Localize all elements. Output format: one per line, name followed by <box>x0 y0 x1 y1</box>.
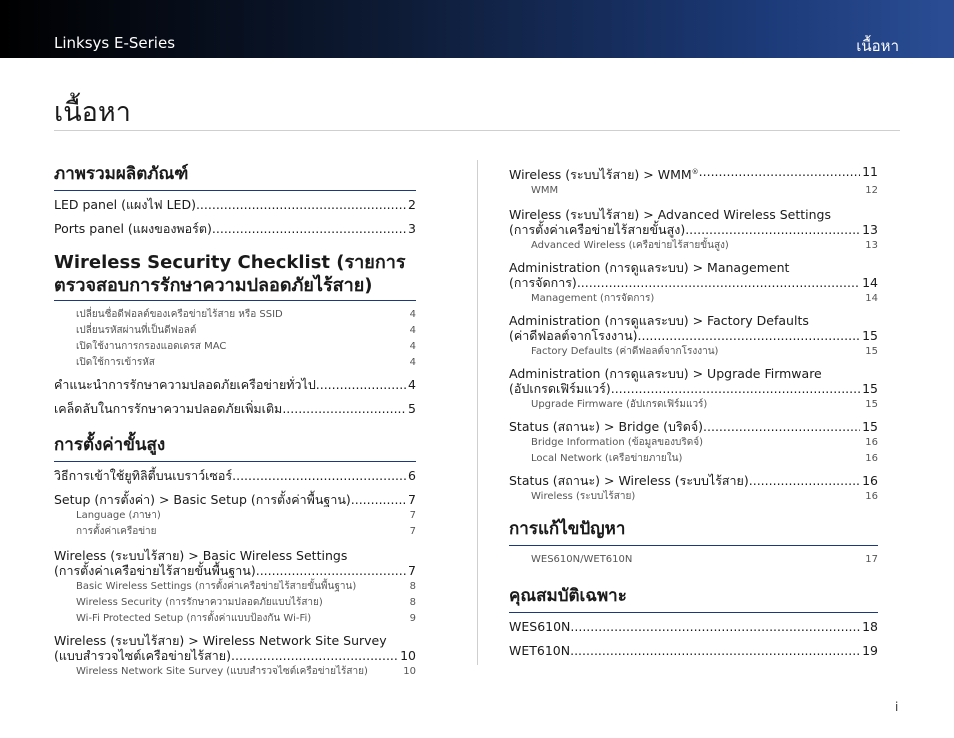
toc-entry-multiline[interactable] <box>54 548 416 579</box>
toc-subentry[interactable]: Language (ภาษา) 7 <box>76 510 416 521</box>
toc-subentry[interactable]: Factory Defaults (ค่าดีฟอลต์จากโรงงาน) 15 <box>531 346 878 358</box>
toc-subentry[interactable]: การตั้งค่าเครือข่าย 7 <box>76 526 416 537</box>
toc-subentry[interactable]: Management (การจัดการ) 14 <box>531 293 878 305</box>
toc-entry[interactable]: Status (สถานะ) > Wireless (ระบบไร้สาย) ..... 16 <box>509 473 878 489</box>
page-title: เนื้อหา <box>54 97 131 128</box>
toc-entry-multiline[interactable] <box>54 633 416 664</box>
section-heading-security-checklist <box>54 251 416 301</box>
section-label: เนื้อหา <box>856 37 899 55</box>
toc-entry[interactable]: Ports panel (แผงของพอร์ต) ..... 3 <box>54 221 416 237</box>
toc-entry[interactable]: Setup (การตั้งค่า) > Basic Setup (การตั้งค่าพื้นฐาน) ..... 7 <box>54 492 416 508</box>
toc-subentry[interactable]: เปิดใช้งานการกรองแอดเดรส MAC 4 <box>76 341 416 352</box>
toc-left-column <box>54 160 416 680</box>
toc-entry[interactable]: วิธีการเข้าใช้ยูทิลิตี้บนเบราว์เซอร์ ..... 6 <box>54 468 416 484</box>
toc-subentry[interactable]: Basic Wireless Settings (การตั้งค่าเครือข่ายไร้สายขั้นพื้นฐาน) 8 <box>76 581 416 592</box>
toc-subentry[interactable]: WMM 12 <box>531 185 878 197</box>
toc-subentry[interactable]: Local Network (เครือข่ายภายใน) 16 <box>531 453 878 465</box>
toc-entry-line: (การจัดการ) ..... 14 <box>509 275 878 291</box>
page-number: i <box>895 700 899 714</box>
toc-entry-line: Wireless (ระบบไร้สาย) > Basic Wireless Settings <box>54 548 348 563</box>
toc-subentry[interactable]: เปลี่ยนชื่อดีฟอลต์ของเครือข่ายไร้สาย หรือ SSID 4 <box>76 309 416 320</box>
toc-entry[interactable]: Wireless (ระบบไร้สาย) > WMM® ..... 11 <box>509 164 878 183</box>
column-divider <box>477 160 478 665</box>
toc-entry-line: (การตั้งค่าเครือข่ายไร้สายขั้นสูง) ..... 13 <box>509 222 878 238</box>
title-divider <box>54 130 900 131</box>
toc-subentry[interactable]: เปลี่ยนรหัสผ่านที่เป็นดีฟอลต์ 4 <box>76 325 416 336</box>
toc-subentry[interactable]: Bridge Information (ข้อมูลของบริดจ์) 16 <box>531 437 878 449</box>
toc-subentry[interactable]: Wi-Fi Protected Setup (การตั้งค่าแบบป้องกัน Wi-Fi) 9 <box>76 613 416 624</box>
section-heading-advanced-setup: การตั้งค่าขั้นสูง <box>54 431 416 462</box>
toc-entry-multiline[interactable] <box>509 313 878 344</box>
toc-entry-line: Administration (การดูแลระบบ) > Factory Defaults <box>509 313 809 329</box>
toc-subentry[interactable]: Wireless Network Site Survey (แบบสำรวจไซต์เครือข่ายไร้สาย) 10 <box>76 666 416 677</box>
toc-entry-line: Wireless (ระบบไร้สาย) > Wireless Network Site Survey <box>54 633 387 648</box>
toc-subentry[interactable]: WES610N/WET610N 17 <box>531 554 878 566</box>
toc-entry-line: Administration (การดูแลระบบ) > Upgrade Firmware <box>509 366 822 382</box>
toc-entry-multiline[interactable] <box>509 207 878 238</box>
section-heading-product-overview: ภาพรวมผลิตภัณฑ์ <box>54 160 416 191</box>
toc-right-column <box>509 160 878 659</box>
toc-entry[interactable]: WET610N ..... 19 <box>509 643 878 659</box>
toc-entry-line: (การตั้งค่าเครือข่ายไร้สายขั้นพื้นฐาน) ..... 7 <box>54 563 416 579</box>
toc-entry[interactable]: เคล็ดลับในการรักษาความปลอดภัยเพิ่มเติม ..... 5 <box>54 401 416 417</box>
toc-subentry[interactable]: Wireless (ระบบไร้สาย) 16 <box>531 491 878 503</box>
heading-line: Wireless Security Checklist (รายการ <box>54 252 406 273</box>
toc-entry[interactable]: LED panel (แผงไฟ LED) ..... 2 <box>54 197 416 213</box>
toc-entry-multiline[interactable] <box>509 366 878 397</box>
toc-subentry[interactable]: Wireless Security (การรักษาความปลอดภัยแบบไร้สาย) 8 <box>76 597 416 608</box>
toc-entry[interactable]: คำแนะนำการรักษาความปลอดภัยเครือข่ายทั่วไป ..... 4 <box>54 377 416 393</box>
toc-entry[interactable]: WES610N ..... 18 <box>509 619 878 635</box>
brand-label: Linksys E-Series <box>54 34 176 52</box>
section-heading-troubleshooting: การแก้ไขปัญหา <box>509 515 878 546</box>
toc-entry-line: (ค่าดีฟอลต์จากโรงงาน) ..... 15 <box>509 328 878 344</box>
toc-subentry[interactable]: เปิดใช้การเข้ารหัส 4 <box>76 357 416 368</box>
toc-entry-line: Wireless (ระบบไร้สาย) > Advanced Wireless Settings <box>509 207 831 223</box>
toc-entry[interactable]: Status (สถานะ) > Bridge (บริดจ์) ..... 15 <box>509 419 878 435</box>
toc-entry-line: Administration (การดูแลระบบ) > Management <box>509 260 790 276</box>
toc-entry-multiline[interactable] <box>509 260 878 291</box>
toc-subentry[interactable]: Advanced Wireless (เครือข่ายไร้สายขั้นสูง) 13 <box>531 240 878 252</box>
header-banner <box>0 0 954 58</box>
toc-entry-line: (อัปเกรดเฟิร์มแวร์) ..... 15 <box>509 381 878 397</box>
toc-entry-line: (แบบสำรวจไซต์เครือข่ายไร้สาย) ..... 10 <box>54 648 416 664</box>
heading-line: ตรวจสอบการรักษาความปลอดภัยไร้สาย) <box>54 275 373 296</box>
toc-subentry[interactable]: Upgrade Firmware (อัปเกรดเฟิร์มแวร์) 15 <box>531 399 878 411</box>
section-heading-specifications: คุณสมบัติเฉพาะ <box>509 582 878 613</box>
